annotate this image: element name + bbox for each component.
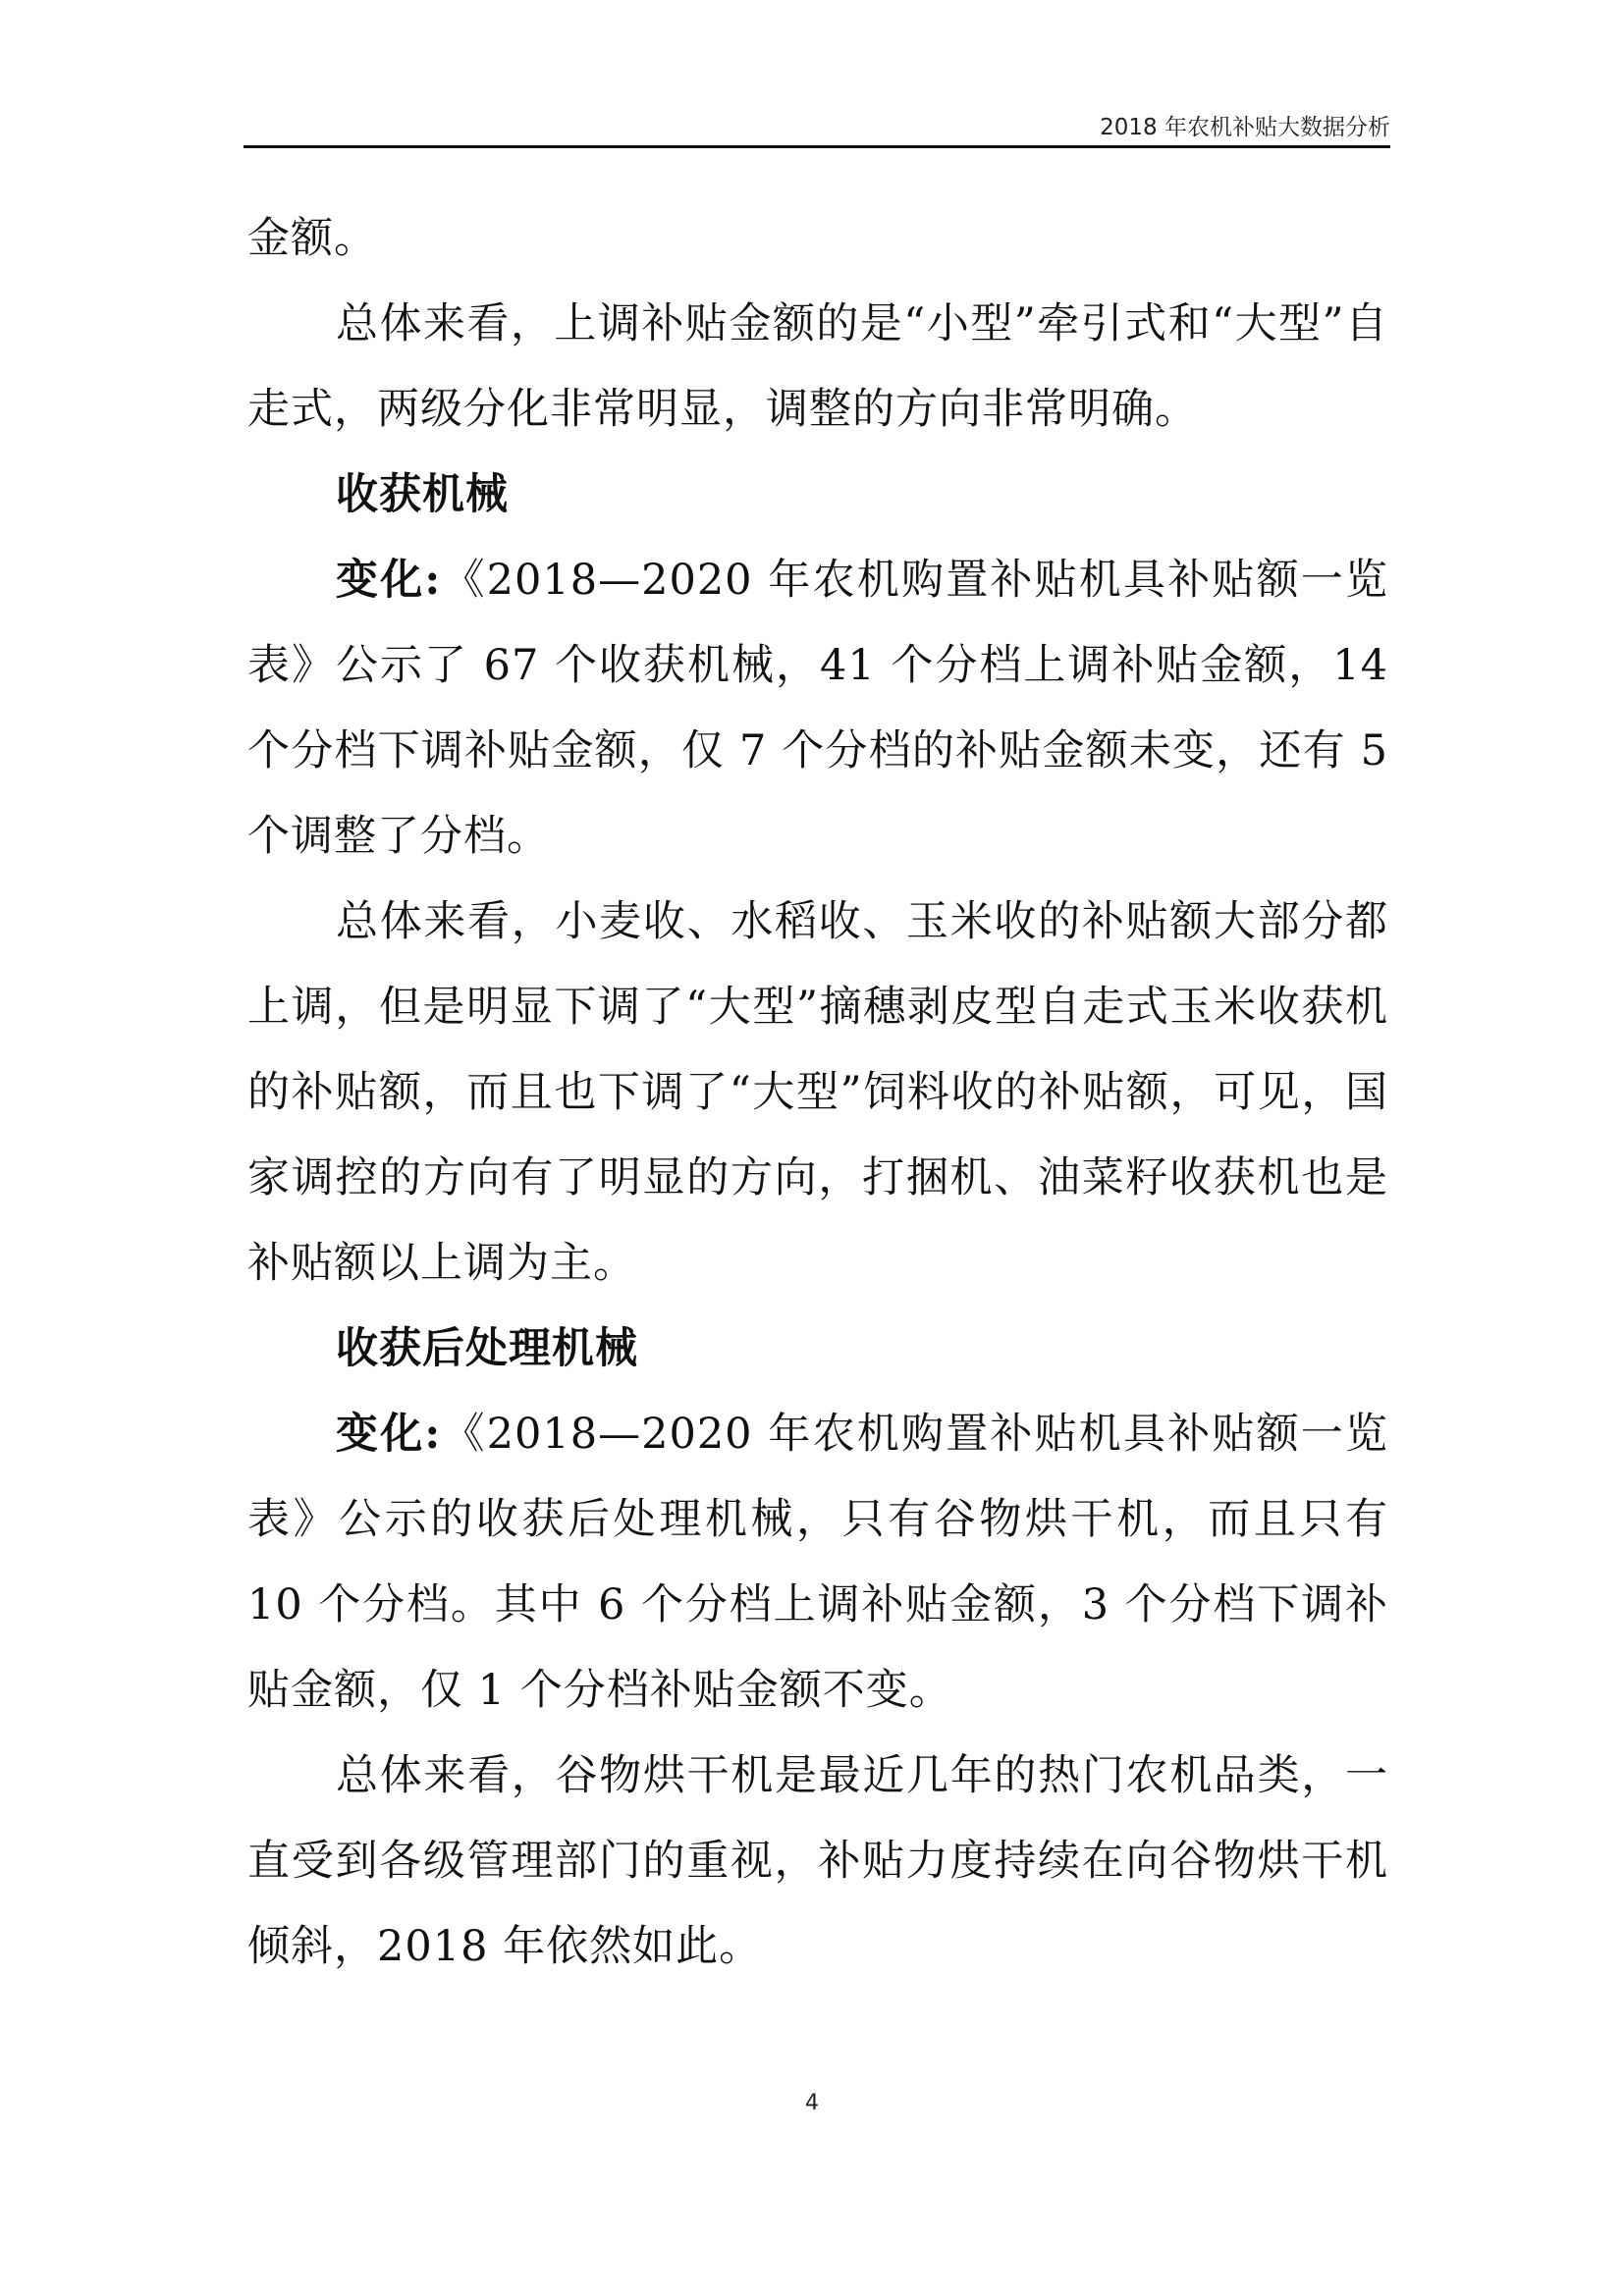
header-rule (244, 145, 1390, 148)
change-label: 变化: (336, 1410, 442, 1459)
harvest-change-text: 《2018—2020 年农机购置补贴机具补贴额一览表》公示了 67 个收获机械，41 个分档上调补贴金额，14 个分档下调补贴金额，仅 7 个分档的补贴金额未变，还有 5 个调整了分档。 (247, 556, 1388, 861)
change-label: 变化: (336, 556, 442, 605)
post-harvest-change-text: 《2018—2020 年农机购置补贴机具补贴额一览表》公示的收获后处理机械，只有谷物烘干机，而且只有 10 个分档。其中 6 个分档上调补贴金额，3 个分档下调补贴金额，仅 1 个分档补贴金额不变。 (247, 1410, 1388, 1715)
page-body (247, 196, 1388, 1990)
page-number: 4 (805, 2091, 819, 2115)
heading-post-harvest-machinery: 收获后处理机械 (336, 1324, 638, 1373)
paragraph-tractor-summary: 总体来看，上调补贴金额的是“小型”牵引式和“大型”自走式，两级分化非常明显，调整的方向非常明确。 (247, 299, 1388, 434)
paragraph-post-harvest-summary: 总体来看，谷物烘干机是最近几年的热门农机品类，一直受到各级管理部门的重视，补贴力度持续在向谷物烘干机倾斜，2018 年依然如此。 (247, 1751, 1388, 1971)
paragraph-post-harvest-change (247, 1392, 1388, 1734)
paragraph-harvest-summary: 总体来看，小麦收、水稻收、玉米收的补贴额大部分都上调，但是明显下调了“大型”摘穗剥皮型自走式玉米收获机的补贴额，而且也下调了“大型”饲料收的补贴额，可见，国家调控的方向有了明显的方向，打捆机、油菜籽收获机也是补贴额以上调为主。 (247, 897, 1388, 1288)
heading-harvesting-machinery: 收获机械 (336, 470, 509, 519)
paragraph-harvest-change (247, 538, 1388, 880)
running-header: 2018 年农机补贴大数据分析 (1100, 115, 1390, 140)
paragraph-continuation: 金额。 (247, 214, 377, 263)
